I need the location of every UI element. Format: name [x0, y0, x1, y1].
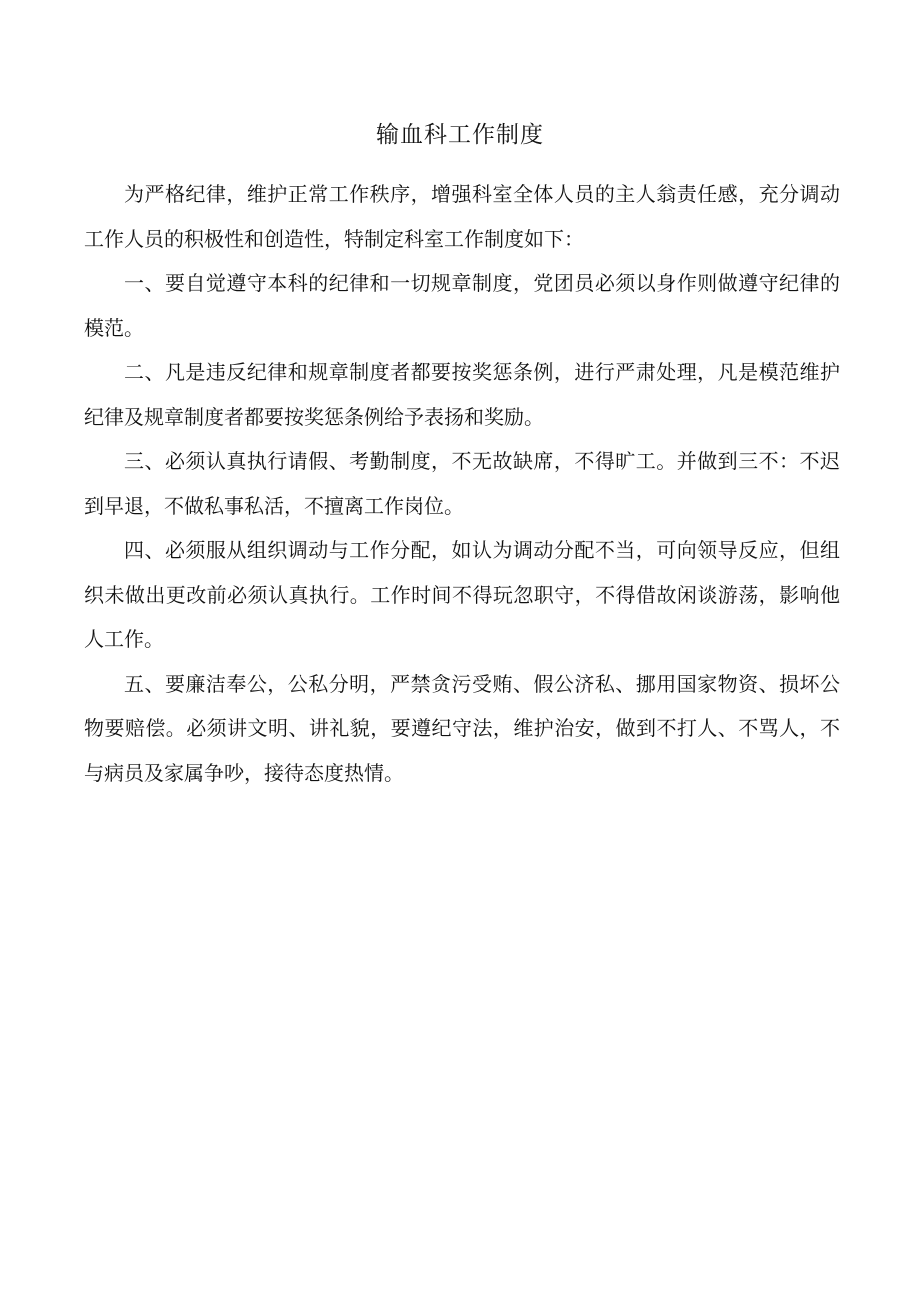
intro-paragraph: 为严格纪律，维护正常工作秩序，增强科室全体人员的主人翁责任感，充分调动工作人员的积极性和创造性，特制定科室工作制度如下：: [84, 182, 840, 251]
rule-paragraph-4: 四、必须服从组织调动与工作分配，如认为调动分配不当，可向领导反应，但组织未做出更改前必须认真执行。工作时间不得玩忽职守，不得借故闲谈游荡，影响他人工作。: [84, 538, 840, 651]
rule-paragraph-1: 一、要自觉遵守本科的纪律和一切规章制度，党团员必须以身作则做遵守纪律的模范。: [84, 271, 840, 340]
document-title: 输血科工作制度: [376, 122, 544, 148]
document-body: [84, 172, 840, 795]
rule-paragraph-5: 五、要廉洁奉公，公私分明，严禁贪污受贿、假公济私、挪用国家物资、损坏公物要赔偿。必须讲文明、讲礼貌，要遵纪守法，维护治安，做到不打人、不骂人，不与病员及家属争吵，接待态度热情。: [84, 671, 840, 785]
rule-paragraph-3: 三、必须认真执行请假、考勤制度，不无故缺席，不得旷工。并做到三不：不迟到早退，不做私事私活，不擅离工作岗位。: [84, 449, 840, 518]
rule-paragraph-2: 二、凡是违反纪律和规章制度者都要按奖惩条例，进行严肃处理，凡是模范维护纪律及规章制度者都要按奖惩条例给予表扬和奖励。: [84, 360, 840, 429]
